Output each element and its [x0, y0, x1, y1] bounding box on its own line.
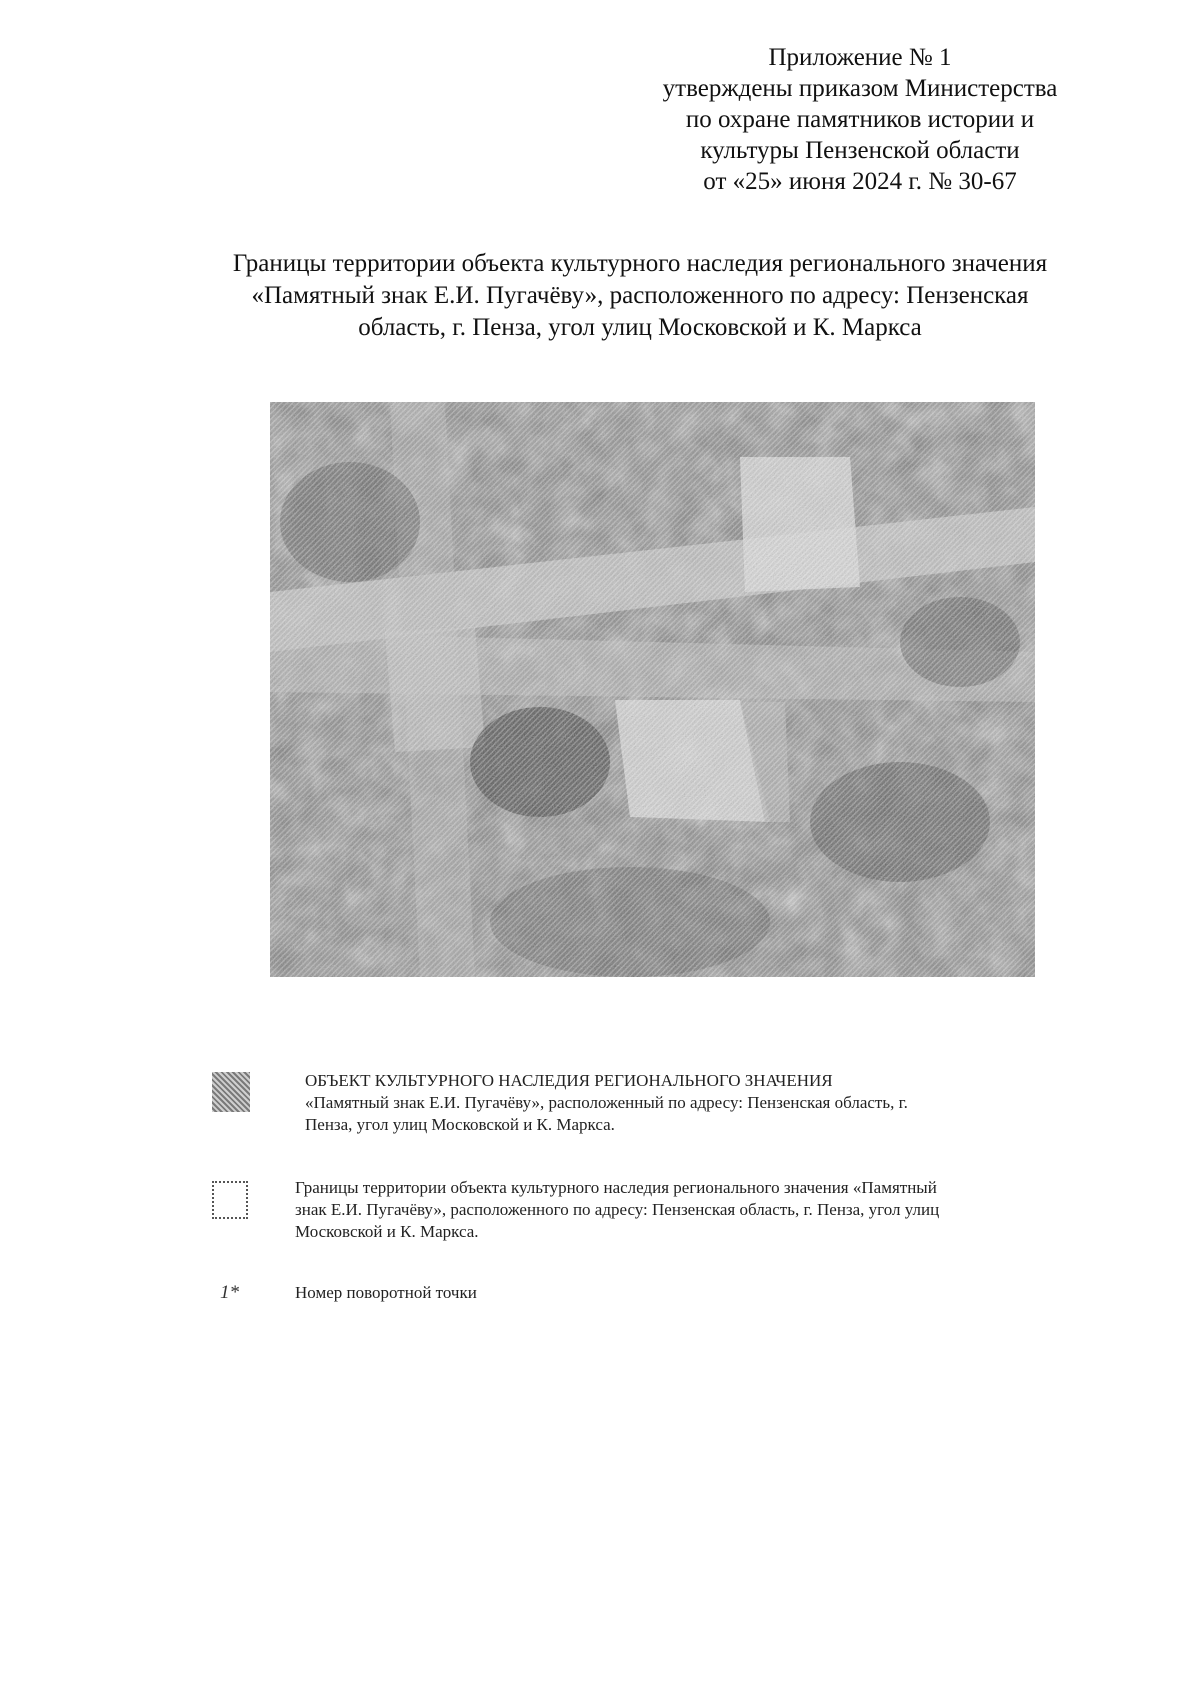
legend-object: [200, 1070, 1150, 1140]
legend-object-line: ОБЪЕКТ КУЛЬТУРНОГО НАСЛЕДИЯ РЕГИОНАЛЬНОГО ЗНАЧЕНИЯ: [305, 1071, 833, 1090]
appendix-line: от «25» июня 2024 г. № 30-67: [703, 168, 1017, 195]
legend-object-line: Пенза, угол улиц Московской и К. Маркса.: [305, 1115, 615, 1134]
turning-point-symbol: 1*: [220, 1282, 239, 1303]
legend-boundary-text: [295, 1177, 939, 1243]
title-line: Границы территории объекта культурного наследия регионального значения: [232, 250, 1048, 277]
appendix-line: по охране памятников истории и: [685, 106, 1035, 133]
appendix-header: [600, 42, 1120, 197]
hatched-square-icon: [212, 1072, 250, 1112]
legend-boundary-line: Московской и К. Маркса.: [295, 1222, 479, 1241]
legend-boundary-line: Границы территории объекта культурного наследия регионального значения «Памятный: [295, 1178, 937, 1197]
legend-boundary: [200, 1177, 1150, 1247]
legend-point: [200, 1282, 1150, 1312]
title-line: область, г. Пенза, угол улиц Московской и К. Маркса: [358, 314, 922, 341]
legend-boundary-line: знак Е.И. Пугачёву», расположенного по адресу: Пензенская область, г. Пенза, угол улиц: [295, 1200, 940, 1219]
document-title: [130, 248, 1150, 344]
title-line: «Памятный знак Е.И. Пугачёву», расположенного по адресу: Пензенская: [251, 282, 1029, 309]
appendix-line: утверждены приказом Министерства: [662, 75, 1058, 102]
aerial-photo-map: [270, 402, 1035, 977]
map-halftone: [270, 402, 1035, 977]
appendix-line: Приложение № 1: [768, 44, 952, 71]
legend-point-label: Номер поворотной точки: [295, 1283, 477, 1302]
legend-object-line: «Памятный знак Е.И. Пугачёву», расположенный по адресу: Пензенская область, г.: [305, 1093, 908, 1112]
outlined-square-icon: [212, 1181, 248, 1219]
appendix-line: культуры Пензенской области: [700, 137, 1020, 164]
legend-object-text: [305, 1070, 908, 1136]
